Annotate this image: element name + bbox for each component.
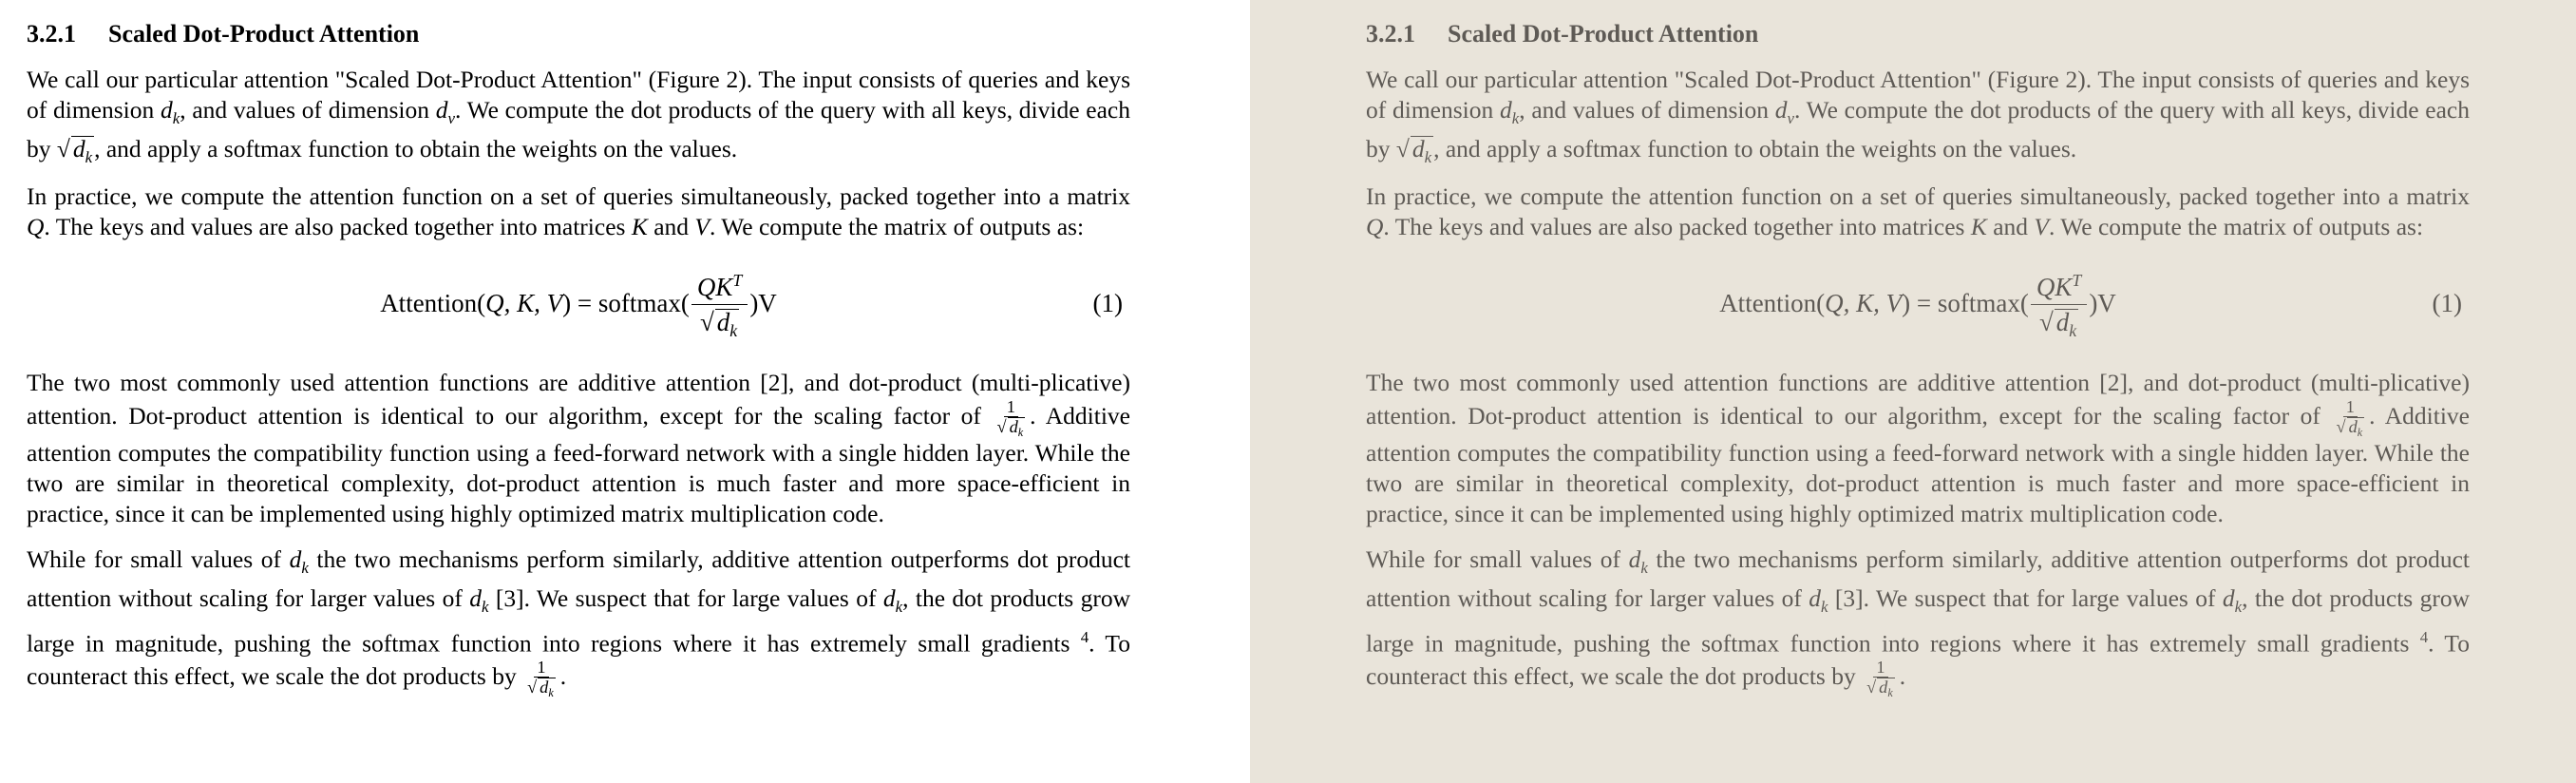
- text-run: d: [540, 678, 549, 697]
- text-run: k: [1511, 108, 1520, 127]
- text-run: d: [2348, 416, 2358, 436]
- text-run: k: [172, 108, 180, 127]
- text-run: k: [1424, 147, 1432, 166]
- text-run: d: [1411, 134, 1425, 162]
- original-pane: [0, 0, 1250, 783]
- text-run: v: [1787, 108, 1794, 127]
- text-run: In practice, we compute the attention function on a set of queries simultaneously, packed together into a matrix: [1366, 181, 2470, 210]
- section-number: 3.2.1: [1366, 20, 1415, 48]
- text-run: √: [2038, 307, 2054, 336]
- paragraph-1: [1366, 65, 2470, 166]
- scaling-factor: [2334, 398, 2368, 439]
- scaling-factor: [994, 398, 1029, 439]
- text-run: , and apply a softmax function to obtain the weights on the values.: [94, 134, 738, 162]
- text-run: k: [1820, 597, 1828, 616]
- text-run: d: [2222, 584, 2235, 613]
- text-run: )V: [2089, 288, 2116, 317]
- text-run: T: [732, 271, 743, 291]
- text-run: d: [72, 134, 85, 162]
- text-run: and: [647, 212, 695, 240]
- equation-number: (1): [2432, 288, 2462, 317]
- text-run: k: [481, 597, 489, 616]
- text-run: 1: [1873, 659, 1887, 678]
- text-run: k: [729, 321, 738, 341]
- text-run: [3]. We suspect that for large values of: [1828, 584, 2223, 613]
- text-run: v: [447, 108, 455, 127]
- text-run: , the dot products grow large in magnitude, pushing the softmax function into regions where it has extremely small gradients: [27, 584, 1131, 658]
- text-run: k: [85, 147, 93, 166]
- text-run: While for small values of: [1366, 545, 1629, 574]
- text-run: k: [2069, 321, 2077, 341]
- text-run: the two mechanisms perform similarly, additive attention outperforms dot product attention without scaling for larger values of: [27, 545, 1131, 613]
- page-content: [27, 13, 1130, 715]
- text-run: The two most commonly used attention functions are additive attention [2], and dot-product (multi-plicative) attention. Dot-product attention is identical to our algorithm, except for the scaling factor of: [1366, 368, 2470, 430]
- text-run: The two most commonly used attention functions are additive attention [2], and dot-product (multi-plicative) attention. Dot-product attention is identical to our algorithm, except for the scaling factor of: [27, 368, 1130, 430]
- paragraph-4: [27, 544, 1130, 699]
- text-run: d: [1809, 584, 1821, 613]
- text-run: . Additive attention computes the compatibility function using a feed-forward network with a single hidden layer. While the two are similar in theoretical complexity, dot-product attention is much faster and more space-efficient in practice, since it can be implemented using highly optimized matrix multiplication code.: [27, 401, 1130, 528]
- paragraph-2: [27, 181, 1130, 242]
- section-title: Scaled Dot-Product Attention: [1448, 20, 1759, 48]
- equation-fraction: [2031, 265, 2087, 340]
- text-run: Attention(: [1719, 288, 1826, 317]
- text-run: We call our particular attention "Scaled Dot-Product Attention" (Figure 2). The input consists of queries and keys of dimension: [27, 66, 1130, 124]
- text-run: ) = softmax(: [562, 288, 690, 317]
- text-run: V: [694, 212, 710, 240]
- text-run: √: [527, 678, 538, 697]
- text-run: , and values of dimension: [1519, 96, 1775, 124]
- text-run: Q: [27, 212, 45, 240]
- text-run: d: [160, 96, 173, 124]
- equation-fraction: [691, 265, 748, 340]
- paragraph-2: [1366, 181, 2470, 242]
- text-run: . We compute the matrix of outputs as:: [709, 212, 1085, 240]
- text-run: 1: [2343, 398, 2358, 417]
- equation-1: [27, 259, 1130, 347]
- text-run: We call our particular attention "Scaled Dot-Product Attention" (Figure 2). The input consists of queries and keys of dimension: [1366, 66, 2470, 124]
- text-run: . The keys and values are also packed together into matrices: [1383, 212, 1971, 240]
- text-run: , and values of dimension: [180, 96, 436, 124]
- text-run: , the dot products grow large in magnitude, pushing the softmax function into regions where it has extremely small gradients: [1366, 584, 2471, 658]
- text-run: , and apply a softmax function to obtain the weights on the values.: [1433, 134, 2077, 162]
- scaling-factor: [1864, 659, 1898, 699]
- text-run: k: [895, 597, 903, 616]
- text-run: V: [2034, 212, 2049, 240]
- section-heading: [1366, 19, 2470, 49]
- sqrt-symbol: √: [56, 134, 70, 162]
- text-run: d: [1628, 545, 1641, 574]
- paragraph-4: [1366, 544, 2470, 699]
- text-run: Attention(: [380, 288, 486, 317]
- text-run: . To counteract this effect, we scale the dot products by: [1366, 629, 2470, 691]
- text-run: √: [2336, 416, 2346, 436]
- sqrt-symbol: √: [1395, 134, 1410, 162]
- section-number: 3.2.1: [27, 20, 76, 48]
- text-run: 1: [534, 659, 548, 678]
- text-run: √: [996, 416, 1007, 436]
- text-run: and: [1986, 212, 2035, 240]
- text-run: .: [559, 662, 567, 691]
- section-heading: [27, 19, 1130, 49]
- text-run: QK: [696, 272, 733, 301]
- text-run: d: [1009, 416, 1018, 436]
- text-run: . Additive attention computes the compatibility function using a feed-forward network with a single hidden layer. While the two are similar in theoretical complexity, dot-product attention is much faster and more space-efficient in practice, since it can be implemented using highly optimized matrix multiplication code.: [1366, 401, 2470, 528]
- paragraph-3: [1366, 368, 2470, 530]
- text-run: . We compute the dot products of the query with all keys, divide each by: [1366, 96, 2470, 162]
- footnote-marker: 4: [2419, 627, 2429, 646]
- section-title: Scaled Dot-Product Attention: [108, 20, 420, 48]
- text-run: Q, K, V: [1825, 288, 1903, 317]
- text-run: QK: [2036, 272, 2073, 301]
- scaling-factor: [524, 659, 559, 699]
- text-run: k: [2234, 597, 2243, 616]
- text-run: d: [2055, 307, 2070, 336]
- text-run: .: [1899, 662, 1906, 691]
- text-run: )V: [749, 288, 777, 317]
- text-run: While for small values of: [27, 545, 290, 574]
- text-run: d: [716, 307, 730, 336]
- paragraph-1: [27, 65, 1130, 166]
- sepia-pane: [1250, 0, 2576, 783]
- text-run: d: [1879, 678, 1888, 697]
- text-run: [3]. We suspect that for large values of: [488, 584, 883, 613]
- text-run: . The keys and values are also packed together into matrices: [44, 212, 632, 240]
- footnote-marker: 4: [1080, 627, 1089, 646]
- equation-number: (1): [1092, 288, 1123, 317]
- text-run: K: [1970, 212, 1987, 240]
- text-run: In practice, we compute the attention function on a set of queries simultaneously, packed together into a matrix: [27, 181, 1130, 210]
- text-run: . We compute the dot products of the query with all keys, divide each by: [27, 96, 1130, 162]
- text-run: ) = softmax(: [1902, 288, 2029, 317]
- text-run: k: [1887, 686, 1893, 700]
- text-run: d: [469, 584, 482, 613]
- paragraph-3: [27, 368, 1130, 530]
- text-run: k: [1640, 559, 1648, 578]
- text-run: . We compute the matrix of outputs as:: [2048, 212, 2424, 240]
- text-run: . To counteract this effect, we scale the dot products by: [27, 629, 1130, 691]
- text-run: Q: [1366, 212, 1384, 240]
- text-run: √: [699, 307, 714, 336]
- page-content: [1366, 13, 2470, 715]
- equation-1: [1366, 259, 2470, 347]
- text-run: T: [2072, 271, 2082, 291]
- text-run: d: [1499, 96, 1512, 124]
- text-run: the two mechanisms perform similarly, additive attention outperforms dot product attention without scaling for larger values of: [1366, 545, 2471, 613]
- text-run: √: [1866, 678, 1877, 697]
- text-run: K: [631, 212, 648, 240]
- text-run: d: [289, 545, 302, 574]
- text-run: k: [301, 559, 309, 578]
- text-run: d: [435, 96, 448, 124]
- text-run: d: [1774, 96, 1788, 124]
- text-run: d: [882, 584, 896, 613]
- text-run: k: [2357, 426, 2363, 440]
- text-run: 1: [1004, 398, 1018, 417]
- text-run: k: [1017, 426, 1024, 440]
- text-run: k: [548, 686, 554, 700]
- text-run: Q, K, V: [485, 288, 563, 317]
